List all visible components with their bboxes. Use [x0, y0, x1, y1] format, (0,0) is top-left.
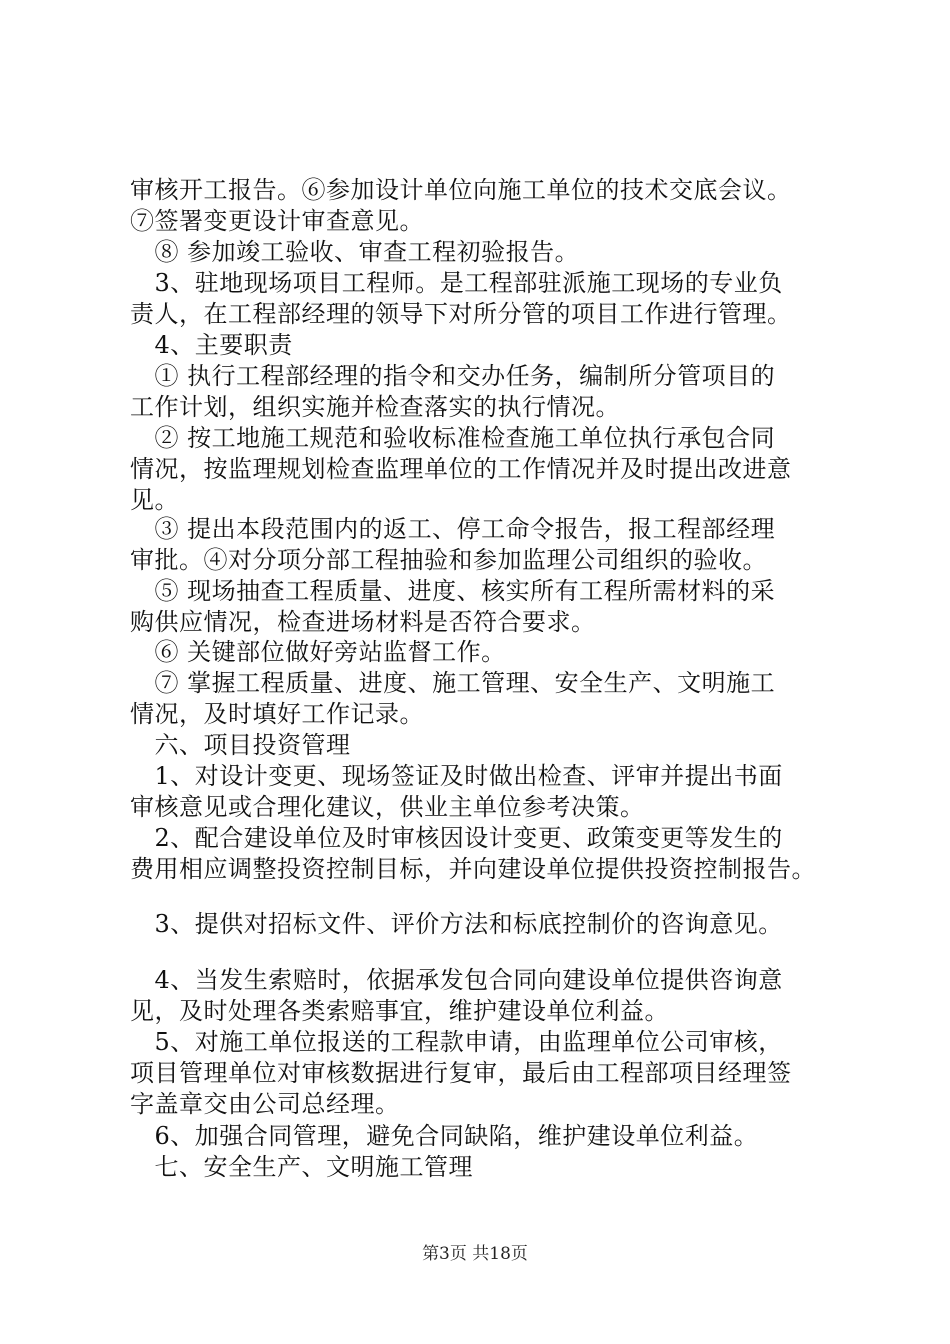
text-line: 费用相应调整投资控制目标，并向建设单位提供投资控制报告。 [130, 855, 816, 883]
text-line: 3、提供对招标文件、评价方法和标底控制价的咨询意见。 [130, 910, 783, 938]
text-line: 4、当发生索赔时，依据承发包合同向建设单位提供咨询意 [130, 966, 783, 994]
text-line: 审核开工报告。⑥参加设计单位向施工单位的技术交底会议。 [130, 176, 792, 204]
text-line: 3、驻地现场项目工程师。是工程部驻派施工现场的专业负 [130, 269, 783, 297]
text-line: 5、对施工单位报送的工程款申请，由监理单位公司审核， [130, 1028, 783, 1056]
text-line: 项目管理单位对审核数据进行复审，最后由工程部项目经理签 [130, 1059, 792, 1087]
text-line: 购供应情况，检查进场材料是否符合要求。 [130, 608, 596, 636]
text-line: 见，及时处理各类索赔事宜，维护建设单位利益。 [130, 997, 669, 1025]
text-line: 责人，在工程部经理的领导下对所分管的项目工作进行管理。 [130, 300, 792, 328]
page-number: 第3页 共18页 [422, 1244, 528, 1264]
text-line: 1、对设计变更、现场签证及时做出检查、评审并提出书面 [130, 762, 783, 790]
section-heading: 六、项目投资管理 [130, 731, 351, 759]
text-line: 字盖章交由公司总经理。 [130, 1090, 400, 1118]
text-line: 见。 [130, 486, 179, 514]
text-line: 4、主要职责 [130, 331, 293, 359]
text-line: ⑤ 现场抽查工程质量、进度、核实所有工程所需材料的采 [130, 577, 776, 605]
text-line: 情况，按监理规划检查监理单位的工作情况并及时提出改进意 [130, 455, 792, 483]
text-line: ⑦签署变更设计审查意见。 [130, 207, 424, 235]
text-line: 工作计划，组织实施并检查落实的执行情况。 [130, 393, 620, 421]
text-line: ⑦ 掌握工程质量、进度、施工管理、安全生产、文明施工 [130, 669, 776, 697]
text-line: ① 执行工程部经理的指令和交办任务，编制所分管项目的 [130, 362, 776, 390]
text-line: ② 按工地施工规范和验收标准检查施工单位执行承包合同 [130, 424, 776, 452]
text-line: 2、配合建设单位及时审核因设计变更、政策变更等发生的 [130, 824, 783, 852]
text-line: ③ 提出本段范围内的返工、停工命令报告，报工程部经理 [130, 515, 776, 543]
text-line: 6、加强合同管理，避免合同缺陷，维护建设单位利益。 [130, 1122, 759, 1150]
text-line: 审核意见或合理化建议，供业主单位参考决策。 [130, 793, 645, 821]
text-line: 审批。④对分项分部工程抽验和参加监理公司组织的验收。 [130, 546, 767, 574]
text-line: ⑧ 参加竣工验收、审查工程初验报告。 [130, 238, 580, 266]
text-line: ⑥ 关键部位做好旁站监督工作。 [130, 638, 506, 666]
text-line: 情况，及时填好工作记录。 [130, 700, 424, 728]
section-heading: 七、安全生产、文明施工管理 [130, 1153, 473, 1181]
